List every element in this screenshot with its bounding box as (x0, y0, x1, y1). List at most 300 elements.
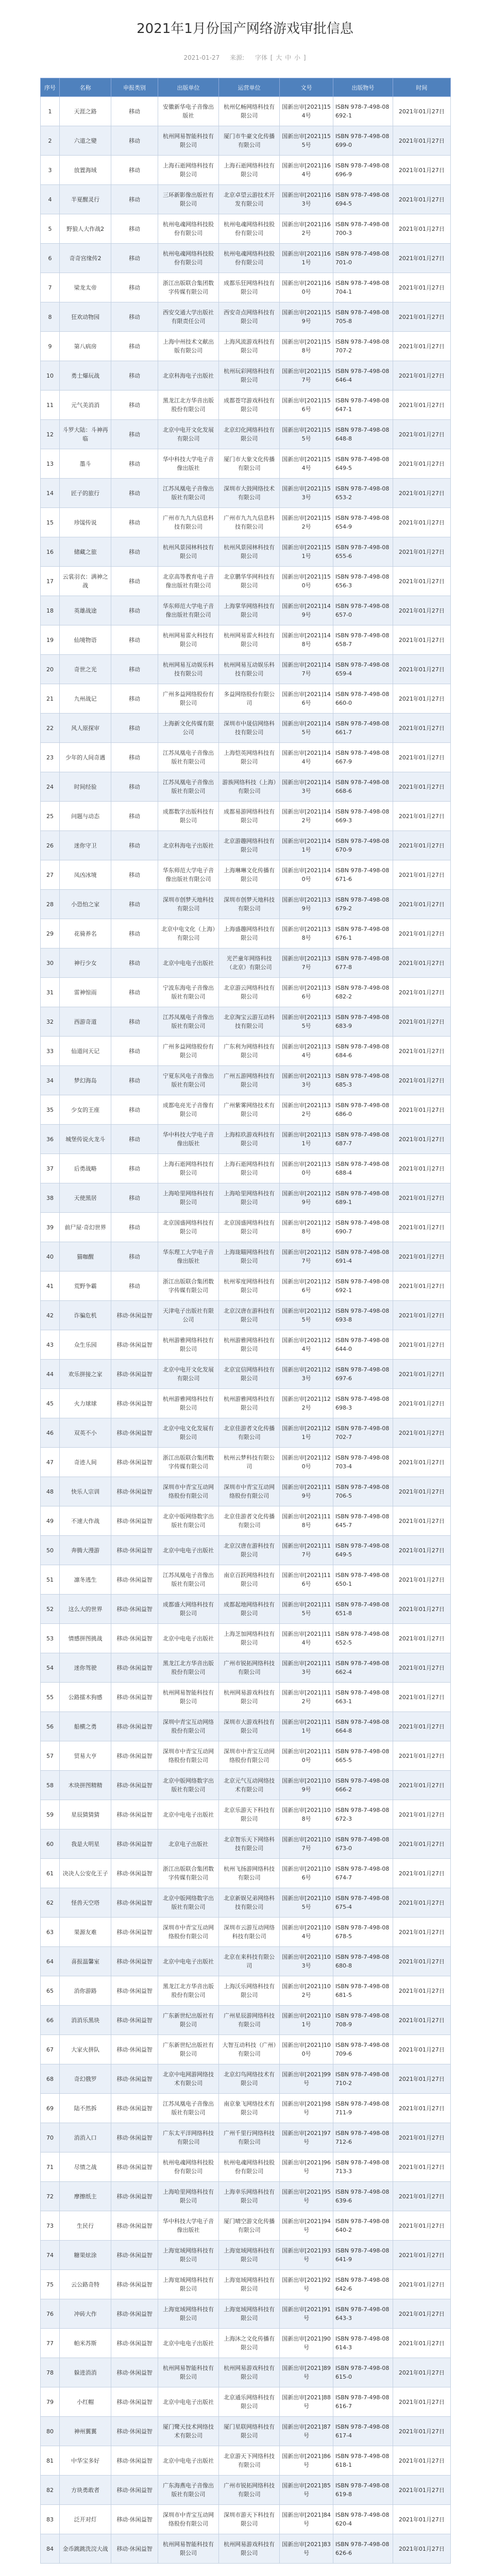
cell-operator: 杭州游雅网络科技有限公司 (219, 1330, 280, 1360)
table-row (41, 1653, 451, 1683)
cell-operator: 上海宽域网络科技有限公司 (219, 2270, 280, 2299)
cell-name: 神行少女 (59, 948, 111, 978)
cell-name: 储藏之旅 (59, 537, 111, 567)
cell-publisher: 广东太平洋网络科技有限公司 (158, 2123, 218, 2153)
cell-doc-no: 国新出审[2021]112号 (280, 1683, 333, 1712)
cell-publisher: 北京中电电子出版社 (158, 2446, 218, 2476)
font-label: 字体 (255, 54, 267, 61)
cell-operator: 上海石逝网络科技有限公司 (219, 156, 280, 185)
cell-date: 2021年01月27日 (393, 1301, 450, 1330)
cell-doc-no: 国新出审[2021]121号 (280, 1418, 333, 1448)
cell-no: 66 (41, 2006, 60, 2035)
cell-name: 珍馐传说 (59, 508, 111, 537)
cell-doc-no: 国新出审[2021]109号 (280, 1771, 333, 1800)
cell-no: 26 (41, 831, 60, 860)
cell-date: 2021年01月27日 (393, 1712, 450, 1741)
cell-publisher: 北京中电电子出版社 (158, 1947, 218, 1976)
table-row (41, 714, 451, 743)
cell-no: 14 (41, 479, 60, 508)
cell-isbn: ISBN 978-7-498-08659-4 (333, 655, 393, 684)
cell-doc-no: 国新出审[2021]156号 (280, 391, 333, 420)
cell-isbn: ISBN 978-7-498-08654-9 (333, 508, 393, 537)
cell-type: 移动·休闲益智 (111, 2329, 158, 2358)
table-row (41, 625, 451, 655)
cell-operator: 北京卓望云游技术开发有限公司 (219, 185, 280, 214)
cell-no: 74 (41, 2241, 60, 2270)
cell-no: 13 (41, 449, 60, 479)
cell-doc-no: 国新出审[2021]117号 (280, 1536, 333, 1565)
cell-operator: 上海珑瞄网络科技有限公司 (219, 1242, 280, 1272)
cell-operator: 上海宽域网络科技有限公司 (219, 2299, 280, 2329)
cell-date: 2021年01月27日 (393, 537, 450, 567)
table-row (41, 479, 451, 508)
cell-type: 移动·休闲益智 (111, 1595, 158, 1624)
cell-publisher: 华东理工大学电子音像出版社 (158, 1242, 218, 1272)
table-row (41, 802, 451, 831)
cell-publisher: 江苏凤凰电子音像出版社有限公司 (158, 1007, 218, 1037)
cell-type: 移动 (111, 596, 158, 625)
cell-no: 69 (41, 2094, 60, 2123)
cell-doc-no: 国新出审[2021]98号 (280, 2094, 333, 2123)
cell-no: 3 (41, 156, 60, 185)
table-row (41, 1947, 451, 1976)
cell-isbn: ISBN 978-7-498-08689-1 (333, 1183, 393, 1213)
article-meta (0, 54, 490, 62)
cell-type: 移动 (111, 97, 158, 126)
cell-publisher: 上海宽域网络科技有限公司 (158, 2241, 218, 2270)
cell-isbn: ISBN 978-7-498-08645-7 (333, 1506, 393, 1536)
cell-no: 70 (41, 2123, 60, 2153)
cell-doc-no: 国新出审[2021]115号 (280, 1595, 333, 1624)
cell-publisher: 北京中电电子出版社 (158, 1536, 218, 1565)
cell-doc-no: 国新出审[2021]164号 (280, 156, 333, 185)
cell-type: 移动·休闲益智 (111, 1506, 158, 1536)
cell-name: 墨斗 (59, 449, 111, 479)
cell-type: 移动·休闲益智 (111, 2064, 158, 2094)
cell-type: 移动·休闲益智 (111, 2123, 158, 2153)
cell-date: 2021年01月27日 (393, 1095, 450, 1125)
cell-isbn: ISBN 978-7-498-08667-9 (333, 743, 393, 772)
font-size-large[interactable]: 大 (276, 54, 282, 61)
cell-doc-no: 国新出审[2021]97号 (280, 2123, 333, 2153)
table-row (41, 1712, 451, 1741)
cell-isbn: ISBN 978-7-498-08674-7 (333, 1859, 393, 1888)
cell-publisher: 杭州电魂网络科技股份有限公司 (158, 214, 218, 244)
cell-operator: 深圳市中青宝互动网络股份有限公司 (219, 1741, 280, 1771)
cell-name: 木块拼图精精 (59, 1771, 111, 1800)
cell-name: 陆不然拆 (59, 2094, 111, 2123)
cell-name: 消消入口 (59, 2123, 111, 2153)
cell-isbn: ISBN 978-7-498-08668-6 (333, 772, 393, 802)
cell-no: 53 (41, 1624, 60, 1653)
cell-date: 2021年01月27日 (393, 714, 450, 743)
cell-no: 61 (41, 1859, 60, 1888)
cell-operator: 广州千里行网络科技有限公司 (219, 2123, 280, 2153)
cell-date: 2021年01月27日 (393, 978, 450, 1007)
cell-operator: 上海哈里网络科技有限公司 (219, 1183, 280, 1213)
cell-no: 67 (41, 2035, 60, 2064)
cell-publisher: 江苏凤凰电子音像出版社有限公司 (158, 772, 218, 802)
cell-publisher: 杭州网易智能科技有限公司 (158, 2358, 218, 2387)
cell-isbn: ISBN 978-7-498-08653-2 (333, 479, 393, 508)
cell-type: 移动 (111, 1154, 158, 1183)
cell-doc-no: 国新出审[2021]153号 (280, 479, 333, 508)
cell-type: 移动 (111, 1213, 158, 1242)
cell-no: 9 (41, 332, 60, 361)
cell-date: 2021年01月27日 (393, 1976, 450, 2006)
cell-type: 移动 (111, 508, 158, 537)
cell-date: 2021年01月27日 (393, 126, 450, 156)
cell-no: 80 (41, 2417, 60, 2446)
cell-doc-no: 国新出审[2021]155号 (280, 126, 333, 156)
table-row (41, 2329, 451, 2358)
cell-operator: 北京佳游者文化传播有限公司 (219, 1418, 280, 1448)
cell-operator: 北京宜信网络科技有限公司 (219, 1360, 280, 1389)
cell-doc-no: 国新出审[2021]129号 (280, 1183, 333, 1213)
font-size-switcher (255, 54, 307, 61)
cell-date: 2021年01月27日 (393, 1007, 450, 1037)
table-row (41, 332, 451, 361)
table-row (41, 919, 451, 948)
cell-name: 快乐人宗训 (59, 1477, 111, 1506)
cell-publisher: 华中科技大学电子音像出版社 (158, 1125, 218, 1154)
cell-type: 移动·休闲益智 (111, 1565, 158, 1595)
cell-date: 2021年01月27日 (393, 2064, 450, 2094)
table-row (41, 391, 451, 420)
cell-doc-no: 国新出审[2021]157号 (280, 361, 333, 391)
cell-publisher: 深圳市中青宝互动网络股份有限公司 (158, 1741, 218, 1771)
table-row (41, 2476, 451, 2505)
cell-type: 移动·休闲益智 (111, 1330, 158, 1360)
cell-name: 帕米苏斯 (59, 2329, 111, 2358)
col-header-isbn: 出版物号 (333, 78, 393, 97)
cell-type: 移动 (111, 185, 158, 214)
cell-publisher: 西安交通大学出版社有限责任公司 (158, 302, 218, 332)
cell-name: 迷你驾驶 (59, 1653, 111, 1683)
cell-no: 82 (41, 2476, 60, 2505)
cell-type: 移动·休闲益智 (111, 1624, 158, 1653)
cell-date: 2021年01月27日 (393, 2358, 450, 2387)
cell-name: 神州翼翼 (59, 2417, 111, 2446)
cell-date: 2021年01月27日 (393, 479, 450, 508)
cell-name: 少女的王座 (59, 1095, 111, 1125)
cell-doc-no: 国新出审[2021]132号 (280, 1095, 333, 1125)
cell-operator: 杭州网易雷火科技有限公司 (219, 625, 280, 655)
cell-type: 移动·休闲益智 (111, 1918, 158, 1947)
cell-doc-no: 国新出审[2021]84号 (280, 2505, 333, 2534)
cell-name: 勇士爆玩战 (59, 361, 111, 391)
cell-date: 2021年01月27日 (393, 2446, 450, 2476)
cell-no: 16 (41, 537, 60, 567)
table-row (41, 1330, 451, 1360)
cell-isbn: ISBN 978-7-498-08677-8 (333, 948, 393, 978)
cell-name: 大家火拼队 (59, 2035, 111, 2064)
table-row (41, 2299, 451, 2329)
cell-type: 移动·休闲益智 (111, 1947, 158, 1976)
cell-isbn: ISBN 978-7-498-08671-6 (333, 860, 393, 890)
table-row (41, 2064, 451, 2094)
cell-no: 58 (41, 1771, 60, 1800)
cell-name: 奔腾大漫游 (59, 1536, 111, 1565)
cell-name: 生民行 (59, 2211, 111, 2241)
cell-date: 2021年01月27日 (393, 508, 450, 537)
page-title: 2021年1月份国产网络游戏审批信息 (137, 21, 353, 37)
cell-type: 移动 (111, 1183, 158, 1213)
cell-date: 2021年01月27日 (393, 919, 450, 948)
cell-publisher: 北京中电电子出版社 (158, 948, 218, 978)
table-row (41, 1918, 451, 1947)
cell-name: 梁龙太帝 (59, 273, 111, 302)
cell-no: 34 (41, 1066, 60, 1095)
cell-isbn: ISBN 978-7-498-08707-2 (333, 332, 393, 361)
table-row (41, 1741, 451, 1771)
cell-no: 35 (41, 1095, 60, 1125)
table-row (41, 2006, 451, 2035)
cell-date: 2021年01月27日 (393, 2094, 450, 2123)
cell-isbn: ISBN 978-7-498-08639-6 (333, 2182, 393, 2211)
cell-operator: 上海幸乐网络科技有限公司 (219, 2182, 280, 2211)
cell-isbn: ISBN 978-7-498-08672-3 (333, 1800, 393, 1829)
cell-no: 23 (41, 743, 60, 772)
cell-type: 移动 (111, 1007, 158, 1037)
cell-type: 移动·休闲益智 (111, 1683, 158, 1712)
cell-type: 移动·休闲益智 (111, 2417, 158, 2446)
cell-type: 移动·休闲益智 (111, 1800, 158, 1829)
cell-doc-no: 国新出审[2021]85号 (280, 2476, 333, 2505)
cell-publisher: 杭州网易智能科技有限公司 (158, 2534, 218, 2564)
table-row (41, 948, 451, 978)
table-row (41, 1800, 451, 1829)
table-row (41, 890, 451, 919)
cell-date: 2021年01月27日 (393, 743, 450, 772)
table-row (41, 1007, 451, 1037)
table-row (41, 2270, 451, 2299)
cell-date: 2021年01月27日 (393, 2153, 450, 2182)
cell-publisher: 北京中电电子出版社 (158, 1800, 218, 1829)
table-row (41, 1360, 451, 1389)
cell-doc-no: 国新出审[2021]95号 (280, 2182, 333, 2211)
cell-date: 2021年01月27日 (393, 2035, 450, 2064)
cell-operator: 成都乐狂网络科技有限公司 (219, 273, 280, 302)
table-row (41, 156, 451, 185)
table-row (41, 302, 451, 332)
cell-operator: 杭州网易游戏科技有限公司 (219, 2534, 280, 2564)
cell-doc-no: 国新出审[2021]163号 (280, 185, 333, 214)
cell-publisher: 浙江出版联合集团数字传媒有限公司 (158, 273, 218, 302)
cell-name: 天涯之路 (59, 97, 111, 126)
cell-doc-no: 国新出审[2021]103号 (280, 1947, 333, 1976)
cell-publisher: 江苏凤凰电子音像出版社有限公司 (158, 479, 218, 508)
cell-name: 猫咖醒 (59, 1242, 111, 1272)
cell-doc-no: 国新出审[2021]128号 (280, 1213, 333, 1242)
cell-publisher: 广东海燕电子音像出版社有限公司 (158, 2476, 218, 2505)
table-row (41, 508, 451, 537)
cell-isbn: ISBN 978-7-498-08660-0 (333, 684, 393, 714)
cell-isbn: ISBN 978-7-498-08678-5 (333, 1918, 393, 1947)
cell-name: 欢乐拼接之家 (59, 1360, 111, 1389)
cell-no: 45 (41, 1389, 60, 1418)
cell-type: 移动·休闲益智 (111, 2534, 158, 2564)
table-row (41, 978, 451, 1007)
font-size-medium[interactable]: 中 (285, 54, 292, 61)
cell-publisher: 上海宽域网络科技有限公司 (158, 2299, 218, 2329)
font-bracket-open: [ (270, 54, 273, 61)
cell-operator: 多益网络股份有限公司 (219, 684, 280, 714)
cell-no: 43 (41, 1330, 60, 1360)
cell-doc-no: 国新出审[2021]104号 (280, 1918, 333, 1947)
cell-no: 32 (41, 1007, 60, 1037)
cell-operator: 大智互动科技（广州）有限公司 (219, 2035, 280, 2064)
cell-isbn: ISBN 978-7-498-08702-7 (333, 1418, 393, 1448)
cell-date: 2021年01月27日 (393, 625, 450, 655)
cell-operator: 深圳市游天下科技有限公司 (219, 2505, 280, 2534)
cell-date: 2021年01月27日 (393, 2270, 450, 2299)
cell-date: 2021年01月27日 (393, 420, 450, 449)
cell-operator: 深圳市大鼓网络技术有限公司 (219, 479, 280, 508)
approval-table (40, 78, 451, 2564)
cell-name: 小红帽 (59, 2387, 111, 2417)
cell-no: 77 (41, 2329, 60, 2358)
cell-operator: 广东利为网络科技有限公司 (219, 1037, 280, 1066)
cell-no: 47 (41, 1448, 60, 1477)
cell-name: 小恐怕之家 (59, 890, 111, 919)
cell-doc-no: 国新出审[2021]134号 (280, 1037, 333, 1066)
cell-doc-no: 国新出审[2021]154号 (280, 449, 333, 479)
table-row (41, 1183, 451, 1213)
source-label: 来源: (230, 54, 245, 61)
cell-type: 移动·休闲益智 (111, 1771, 158, 1800)
cell-publisher: 江苏凤凰电子音像出版社有限公司 (158, 2094, 218, 2123)
table-row (41, 2211, 451, 2241)
cell-isbn: ISBN 978-7-498-08648-8 (333, 420, 393, 449)
cell-name: 匠子的旅行 (59, 479, 111, 508)
cell-no: 37 (41, 1154, 60, 1183)
cell-publisher: 宁夏东风电子音像出版社有限公司 (158, 1066, 218, 1095)
cell-publisher: 成都电亮光子音像有限公司 (158, 1095, 218, 1125)
cell-name: 半夏醒灵行 (59, 185, 111, 214)
cell-no: 18 (41, 596, 60, 625)
cell-name: 云裳羽衣：满神之战 (59, 567, 111, 596)
cell-doc-no: 国新出审[2021]161号 (280, 244, 333, 273)
table-row (41, 1595, 451, 1624)
cell-publisher: 厦门鹭天技术网络技术有限公司 (158, 2417, 218, 2446)
cell-date: 2021年01月27日 (393, 2476, 450, 2505)
cell-publisher: 北京科海电子出版社 (158, 831, 218, 860)
cell-type: 移动 (111, 743, 158, 772)
cell-isbn: ISBN 978-7-498-08662-4 (333, 1653, 393, 1683)
cell-operator: 游族网络科技（上海）有限公司 (219, 772, 280, 802)
cell-isbn: ISBN 978-7-498-08688-4 (333, 1154, 393, 1183)
cell-publisher: 深圳市中青宝互动网络股份有限公司 (158, 1918, 218, 1947)
cell-publisher: 上海哈里网络科技有限公司 (158, 1183, 218, 1213)
cell-type: 移动 (111, 860, 158, 890)
cell-publisher: 上海哈里网络科技有限公司 (158, 2182, 218, 2211)
cell-isbn: ISBN 978-7-498-08673-0 (333, 1829, 393, 1859)
table-row (41, 1624, 451, 1653)
cell-isbn: ISBN 978-7-498-08647-1 (333, 391, 393, 420)
cell-doc-no: 国新出审[2021]122号 (280, 1389, 333, 1418)
cell-doc-no: 国新出审[2021]160号 (280, 273, 333, 302)
cell-operator: 杭州网易游戏科技有限公司 (219, 2358, 280, 2387)
cell-doc-no: 国新出审[2021]151号 (280, 537, 333, 567)
cell-publisher: 北京中版网络数字出版社有限公司 (158, 1506, 218, 1536)
cell-doc-no: 国新出审[2021]102号 (280, 1976, 333, 2006)
cell-doc-no: 国新出审[2021]154号 (280, 97, 333, 126)
cell-type: 移动 (111, 567, 158, 596)
cell-date: 2021年01月27日 (393, 1683, 450, 1712)
cell-name: 公路擂木狗感 (59, 1683, 111, 1712)
cell-type: 移动 (111, 1125, 158, 1154)
cell-publisher: 上海石逝网络科技有限公司 (158, 1154, 218, 1183)
cell-date: 2021年01月27日 (393, 2006, 450, 2035)
cell-isbn: ISBN 978-7-498-08686-0 (333, 1095, 393, 1125)
cell-no: 84 (41, 2534, 60, 2564)
cell-type: 移动·休闲益智 (111, 2446, 158, 2476)
cell-type: 移动·休闲益智 (111, 2270, 158, 2299)
cell-date: 2021年01月27日 (393, 596, 450, 625)
cell-type: 移动·休闲益智 (111, 1389, 158, 1418)
cell-date: 2021年01月27日 (393, 97, 450, 126)
cell-type: 移动 (111, 449, 158, 479)
cell-doc-no: 国新出审[2021]152号 (280, 508, 333, 537)
cell-doc-no: 国新出审[2021]143号 (280, 772, 333, 802)
cell-date: 2021年01月27日 (393, 684, 450, 714)
cell-publisher: 北京中电开文化发展有限公司 (158, 1360, 218, 1389)
cell-name: 泛开对灯 (59, 2505, 111, 2534)
table-row (41, 2182, 451, 2211)
cell-isbn: ISBN 978-7-498-08617-4 (333, 2417, 393, 2446)
cell-doc-no: 国新出审[2021]110号 (280, 1741, 333, 1771)
cell-publisher: 黑龙江北方华音出版股份有限公司 (158, 1653, 218, 1683)
cell-name: 风人原探审 (59, 714, 111, 743)
cell-type: 移动 (111, 302, 158, 332)
col-header-operator: 运营单位 (219, 78, 280, 97)
cell-isbn: ISBN 978-7-498-08705-8 (333, 302, 393, 332)
cell-name: 梦幻海岛 (59, 1066, 111, 1095)
cell-isbn: ISBN 978-7-498-08661-7 (333, 714, 393, 743)
cell-isbn: ISBN 978-7-498-08713-3 (333, 2153, 393, 2182)
table-body (41, 97, 451, 2564)
cell-type: 移动·休闲益智 (111, 1653, 158, 1683)
cell-no: 79 (41, 2387, 60, 2417)
cell-name: 船横之勇 (59, 1712, 111, 1741)
cell-no: 17 (41, 567, 60, 596)
cell-publisher: 杭州电魂网络科技股份有限公司 (158, 244, 218, 273)
cell-date: 2021年01月27日 (393, 1330, 450, 1360)
cell-no: 64 (41, 1947, 60, 1976)
cell-name: 凤凶冰境 (59, 860, 111, 890)
table-row (41, 1242, 451, 1272)
cell-operator: 上海沐之文化传播有限公司 (219, 2329, 280, 2358)
cell-doc-no: 国新出审[2021]113号 (280, 1653, 333, 1683)
cell-publisher: 杭州游雅网络科技有限公司 (158, 1330, 218, 1360)
font-size-small[interactable]: 小 (294, 54, 300, 61)
cell-operator: 杭州玩彩网络科技有限公司 (219, 361, 280, 391)
cell-no: 50 (41, 1536, 60, 1565)
cell-type: 移动·休闲益智 (111, 2476, 158, 2505)
table-row (41, 1888, 451, 1918)
cell-date: 2021年01月27日 (393, 2299, 450, 2329)
cell-date: 2021年01月27日 (393, 273, 450, 302)
cell-no: 7 (41, 273, 60, 302)
cell-name: 双英不小 (59, 1418, 111, 1448)
cell-name: 九州战记 (59, 684, 111, 714)
cell-no: 29 (41, 919, 60, 948)
cell-publisher: 广东新世纪出版社有限公司 (158, 2035, 218, 2064)
table-row (41, 449, 451, 479)
cell-operator: 上海宽域网络科技有限公司 (219, 2241, 280, 2270)
cell-no: 71 (41, 2153, 60, 2182)
